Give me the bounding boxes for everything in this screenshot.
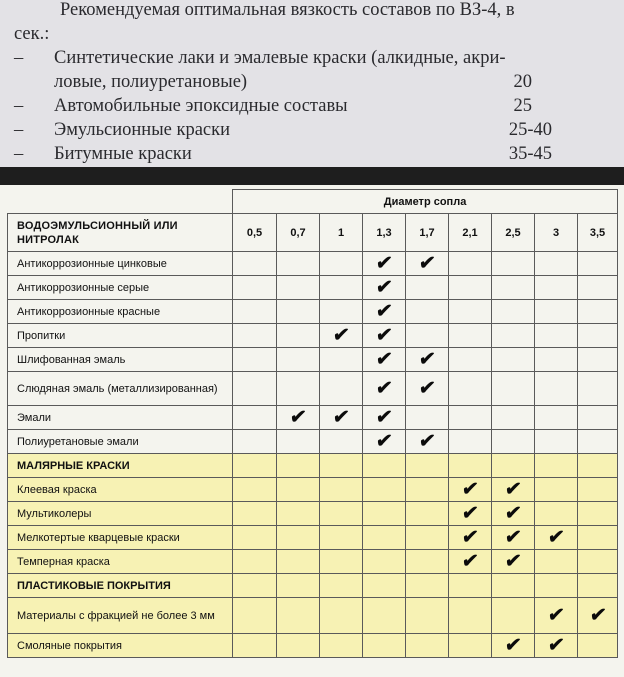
row-label: Смоляные покрытия <box>8 634 233 658</box>
check-mark-icon: ✔ <box>374 407 394 428</box>
table-row <box>8 324 618 348</box>
check-cell <box>492 598 535 634</box>
check-cell <box>406 276 449 300</box>
empty-cell <box>535 574 578 598</box>
check-mark-icon: ✔ <box>331 325 351 346</box>
section-row <box>8 574 618 598</box>
check-cell <box>449 598 492 634</box>
diameter-value: 0,5 <box>233 214 277 252</box>
check-cell <box>233 634 277 658</box>
check-cell <box>406 406 449 430</box>
diameter-title: Диаметр сопла <box>233 190 618 214</box>
check-cell <box>363 526 406 550</box>
empty-cell <box>578 454 618 478</box>
check-cell <box>406 372 449 406</box>
check-cell <box>535 526 578 550</box>
section-title: МАЛЯРНЫЕ КРАСКИ <box>8 454 233 478</box>
check-cell <box>492 478 535 502</box>
check-cell <box>449 430 492 454</box>
row-label: Слюдяная эмаль (металлизированная) <box>8 372 233 406</box>
check-cell <box>320 526 363 550</box>
empty-cell <box>406 574 449 598</box>
check-cell <box>363 300 406 324</box>
group-title: ВОДОЭМУЛЬСИОННЫЙ ИЛИ НИТРОЛАК <box>8 214 233 252</box>
check-mark-icon: ✔ <box>460 479 480 500</box>
check-cell <box>492 252 535 276</box>
dash: – <box>14 96 24 116</box>
check-cell <box>578 634 618 658</box>
check-cell <box>233 598 277 634</box>
check-mark-icon: ✔ <box>288 407 308 428</box>
check-cell <box>277 430 320 454</box>
check-cell <box>449 276 492 300</box>
empty-cell <box>492 574 535 598</box>
empty-cell <box>320 574 363 598</box>
check-mark-icon: ✔ <box>503 551 523 572</box>
check-cell <box>578 324 618 348</box>
check-cell <box>233 550 277 574</box>
check-cell <box>492 634 535 658</box>
row-label: Мультиколеры <box>8 502 233 526</box>
excerpt-heading: Рекомендуемая оптимальная вязкость составов по ВЗ-4, в <box>60 0 515 20</box>
check-cell <box>449 550 492 574</box>
check-cell <box>277 276 320 300</box>
table-row <box>8 634 618 658</box>
check-cell <box>320 502 363 526</box>
section-row <box>8 454 618 478</box>
excerpt-item-value: 20 <box>513 72 532 92</box>
check-cell <box>320 406 363 430</box>
check-mark-icon: ✔ <box>503 635 523 656</box>
check-cell <box>320 598 363 634</box>
check-cell <box>363 324 406 348</box>
check-cell <box>277 598 320 634</box>
table-row <box>8 406 618 430</box>
check-mark-icon: ✔ <box>503 527 523 548</box>
dash: – <box>14 144 24 164</box>
check-cell <box>578 406 618 430</box>
nozzle-table-sheet <box>0 185 624 677</box>
check-mark-icon: ✔ <box>588 605 607 626</box>
row-label: Антикоррозионные серые <box>8 276 233 300</box>
check-cell <box>406 478 449 502</box>
table-row <box>8 348 618 372</box>
check-cell <box>320 430 363 454</box>
check-cell <box>277 372 320 406</box>
check-cell <box>578 550 618 574</box>
check-cell <box>535 550 578 574</box>
check-cell <box>233 348 277 372</box>
check-mark-icon: ✔ <box>460 527 480 548</box>
check-cell <box>449 348 492 372</box>
check-cell <box>492 324 535 348</box>
check-cell <box>535 634 578 658</box>
diameter-value: 1,7 <box>406 214 449 252</box>
table-row <box>8 502 618 526</box>
check-cell <box>449 406 492 430</box>
check-mark-icon: ✔ <box>374 301 394 322</box>
check-cell <box>406 526 449 550</box>
check-cell <box>320 348 363 372</box>
check-cell <box>492 550 535 574</box>
check-cell <box>406 430 449 454</box>
check-cell <box>578 276 618 300</box>
empty-cell <box>492 454 535 478</box>
check-cell <box>406 300 449 324</box>
check-cell <box>578 478 618 502</box>
check-mark-icon: ✔ <box>546 635 566 656</box>
check-cell <box>406 252 449 276</box>
check-cell <box>277 502 320 526</box>
check-cell <box>320 276 363 300</box>
check-mark-icon: ✔ <box>460 503 480 524</box>
check-cell <box>449 502 492 526</box>
table-row <box>8 526 618 550</box>
check-cell <box>233 526 277 550</box>
check-cell <box>492 348 535 372</box>
check-cell <box>535 348 578 372</box>
section-title: ПЛАСТИКОВЫЕ ПОКРЫТИЯ <box>8 574 233 598</box>
table-row <box>8 276 618 300</box>
check-cell <box>363 430 406 454</box>
check-cell <box>449 372 492 406</box>
check-cell <box>406 550 449 574</box>
check-mark-icon: ✔ <box>374 325 394 346</box>
check-mark-icon: ✔ <box>503 479 523 500</box>
check-cell <box>449 300 492 324</box>
check-cell <box>363 252 406 276</box>
empty-cell <box>406 454 449 478</box>
empty-cell <box>277 574 320 598</box>
empty-cell <box>449 454 492 478</box>
check-cell <box>449 634 492 658</box>
row-label: Антикоррозионные красные <box>8 300 233 324</box>
row-label: Мелкотертые кварцевые краски <box>8 526 233 550</box>
empty-cell <box>277 454 320 478</box>
table-row <box>8 252 618 276</box>
check-mark-icon: ✔ <box>417 349 437 370</box>
check-cell <box>363 348 406 372</box>
check-cell <box>578 252 618 276</box>
check-cell <box>233 276 277 300</box>
diameter-value: 2,1 <box>449 214 492 252</box>
check-cell <box>233 372 277 406</box>
empty-cell <box>363 574 406 598</box>
check-cell <box>320 634 363 658</box>
check-cell <box>363 550 406 574</box>
check-cell <box>277 550 320 574</box>
check-cell <box>277 526 320 550</box>
empty-cell <box>535 454 578 478</box>
check-cell <box>535 502 578 526</box>
check-cell <box>320 550 363 574</box>
row-label: Эмали <box>8 406 233 430</box>
empty-cell <box>320 454 363 478</box>
check-mark-icon: ✔ <box>503 503 523 524</box>
excerpt-unit: сек.: <box>14 24 50 44</box>
check-cell <box>535 300 578 324</box>
check-mark-icon: ✔ <box>417 378 437 399</box>
corner-cell <box>8 190 233 214</box>
check-cell <box>406 634 449 658</box>
row-label: Клеевая краска <box>8 478 233 502</box>
diameter-header-row <box>8 214 618 252</box>
empty-cell <box>578 574 618 598</box>
diameter-value: 2,5 <box>492 214 535 252</box>
check-mark-icon: ✔ <box>546 527 566 548</box>
row-label: Шлифованная эмаль <box>8 348 233 372</box>
table-row <box>8 478 618 502</box>
check-cell <box>363 478 406 502</box>
table-row <box>8 598 618 634</box>
check-cell <box>406 598 449 634</box>
check-cell <box>449 324 492 348</box>
check-cell <box>449 526 492 550</box>
empty-cell <box>233 454 277 478</box>
check-cell <box>578 372 618 406</box>
empty-cell <box>449 574 492 598</box>
check-cell <box>363 372 406 406</box>
nozzle-diameter-table <box>7 189 618 658</box>
check-cell <box>320 372 363 406</box>
check-cell <box>233 478 277 502</box>
viscosity-excerpt <box>0 0 624 167</box>
check-cell <box>363 598 406 634</box>
diameter-value: 3,5 <box>578 214 618 252</box>
dash: – <box>14 48 24 68</box>
check-mark-icon: ✔ <box>546 605 566 626</box>
check-cell <box>363 502 406 526</box>
check-cell <box>320 252 363 276</box>
check-mark-icon: ✔ <box>374 431 394 452</box>
check-cell <box>406 348 449 372</box>
check-cell <box>535 406 578 430</box>
check-cell <box>535 430 578 454</box>
row-label: Материалы с фракцией не более 3 мм <box>8 598 233 634</box>
check-cell <box>233 324 277 348</box>
check-cell <box>578 300 618 324</box>
diameter-value: 3 <box>535 214 578 252</box>
check-cell <box>277 634 320 658</box>
check-cell <box>233 300 277 324</box>
check-cell <box>277 478 320 502</box>
check-cell <box>406 324 449 348</box>
excerpt-item-text: Синтетические лаки и эмалевые краски (алкидные, акри- <box>54 48 506 68</box>
check-mark-icon: ✔ <box>417 431 437 452</box>
excerpt-item-value: 25-40 <box>508 120 552 140</box>
check-cell <box>277 406 320 430</box>
check-cell <box>363 406 406 430</box>
table-row <box>8 550 618 574</box>
check-cell <box>277 252 320 276</box>
dash: – <box>14 120 24 140</box>
excerpt-item-text: ловые, полиуретановые) <box>54 72 248 92</box>
check-cell <box>492 502 535 526</box>
row-label: Темперная краска <box>8 550 233 574</box>
check-cell <box>578 502 618 526</box>
diameter-value: 0,7 <box>277 214 320 252</box>
check-cell <box>535 324 578 348</box>
check-cell <box>233 430 277 454</box>
check-cell <box>492 300 535 324</box>
excerpt-item-value: 25 <box>513 96 532 116</box>
check-mark-icon: ✔ <box>374 378 394 399</box>
check-cell <box>492 406 535 430</box>
table-row <box>8 430 618 454</box>
excerpt-item-text: Автомобильные эпоксидные составы <box>54 96 348 116</box>
check-cell <box>277 324 320 348</box>
excerpt-item-text: Эмульсионные краски <box>54 120 231 140</box>
diameter-value: 1,3 <box>363 214 406 252</box>
check-cell <box>406 502 449 526</box>
excerpt-item-text: Битумные краски <box>54 144 192 164</box>
diameter-title-row <box>8 190 618 214</box>
row-label: Пропитки <box>8 324 233 348</box>
check-cell <box>578 526 618 550</box>
excerpt-item-value: 35-45 <box>508 144 552 164</box>
check-cell <box>320 300 363 324</box>
check-cell <box>578 598 618 634</box>
check-mark-icon: ✔ <box>417 253 437 274</box>
check-cell <box>233 406 277 430</box>
check-cell <box>535 252 578 276</box>
empty-cell <box>363 454 406 478</box>
check-cell <box>233 502 277 526</box>
empty-cell <box>233 574 277 598</box>
check-mark-icon: ✔ <box>460 551 480 572</box>
check-cell <box>535 372 578 406</box>
check-cell <box>277 348 320 372</box>
check-mark-icon: ✔ <box>374 277 394 298</box>
check-cell <box>535 276 578 300</box>
check-cell <box>578 348 618 372</box>
separator <box>0 167 624 185</box>
check-cell <box>578 430 618 454</box>
check-cell <box>535 598 578 634</box>
check-cell <box>320 478 363 502</box>
check-cell <box>363 276 406 300</box>
table-row <box>8 300 618 324</box>
check-mark-icon: ✔ <box>374 253 394 274</box>
check-cell <box>492 276 535 300</box>
check-cell <box>492 372 535 406</box>
check-cell <box>277 300 320 324</box>
row-label: Антикоррозионные цинковые <box>8 252 233 276</box>
check-cell <box>320 324 363 348</box>
diameter-value: 1 <box>320 214 363 252</box>
table-row <box>8 372 618 406</box>
check-cell <box>449 252 492 276</box>
check-cell <box>492 430 535 454</box>
check-mark-icon: ✔ <box>331 407 351 428</box>
check-cell <box>535 478 578 502</box>
check-cell <box>449 478 492 502</box>
check-cell <box>492 526 535 550</box>
check-cell <box>233 252 277 276</box>
row-label: Полиуретановые эмали <box>8 430 233 454</box>
check-mark-icon: ✔ <box>374 349 394 370</box>
check-cell <box>363 634 406 658</box>
